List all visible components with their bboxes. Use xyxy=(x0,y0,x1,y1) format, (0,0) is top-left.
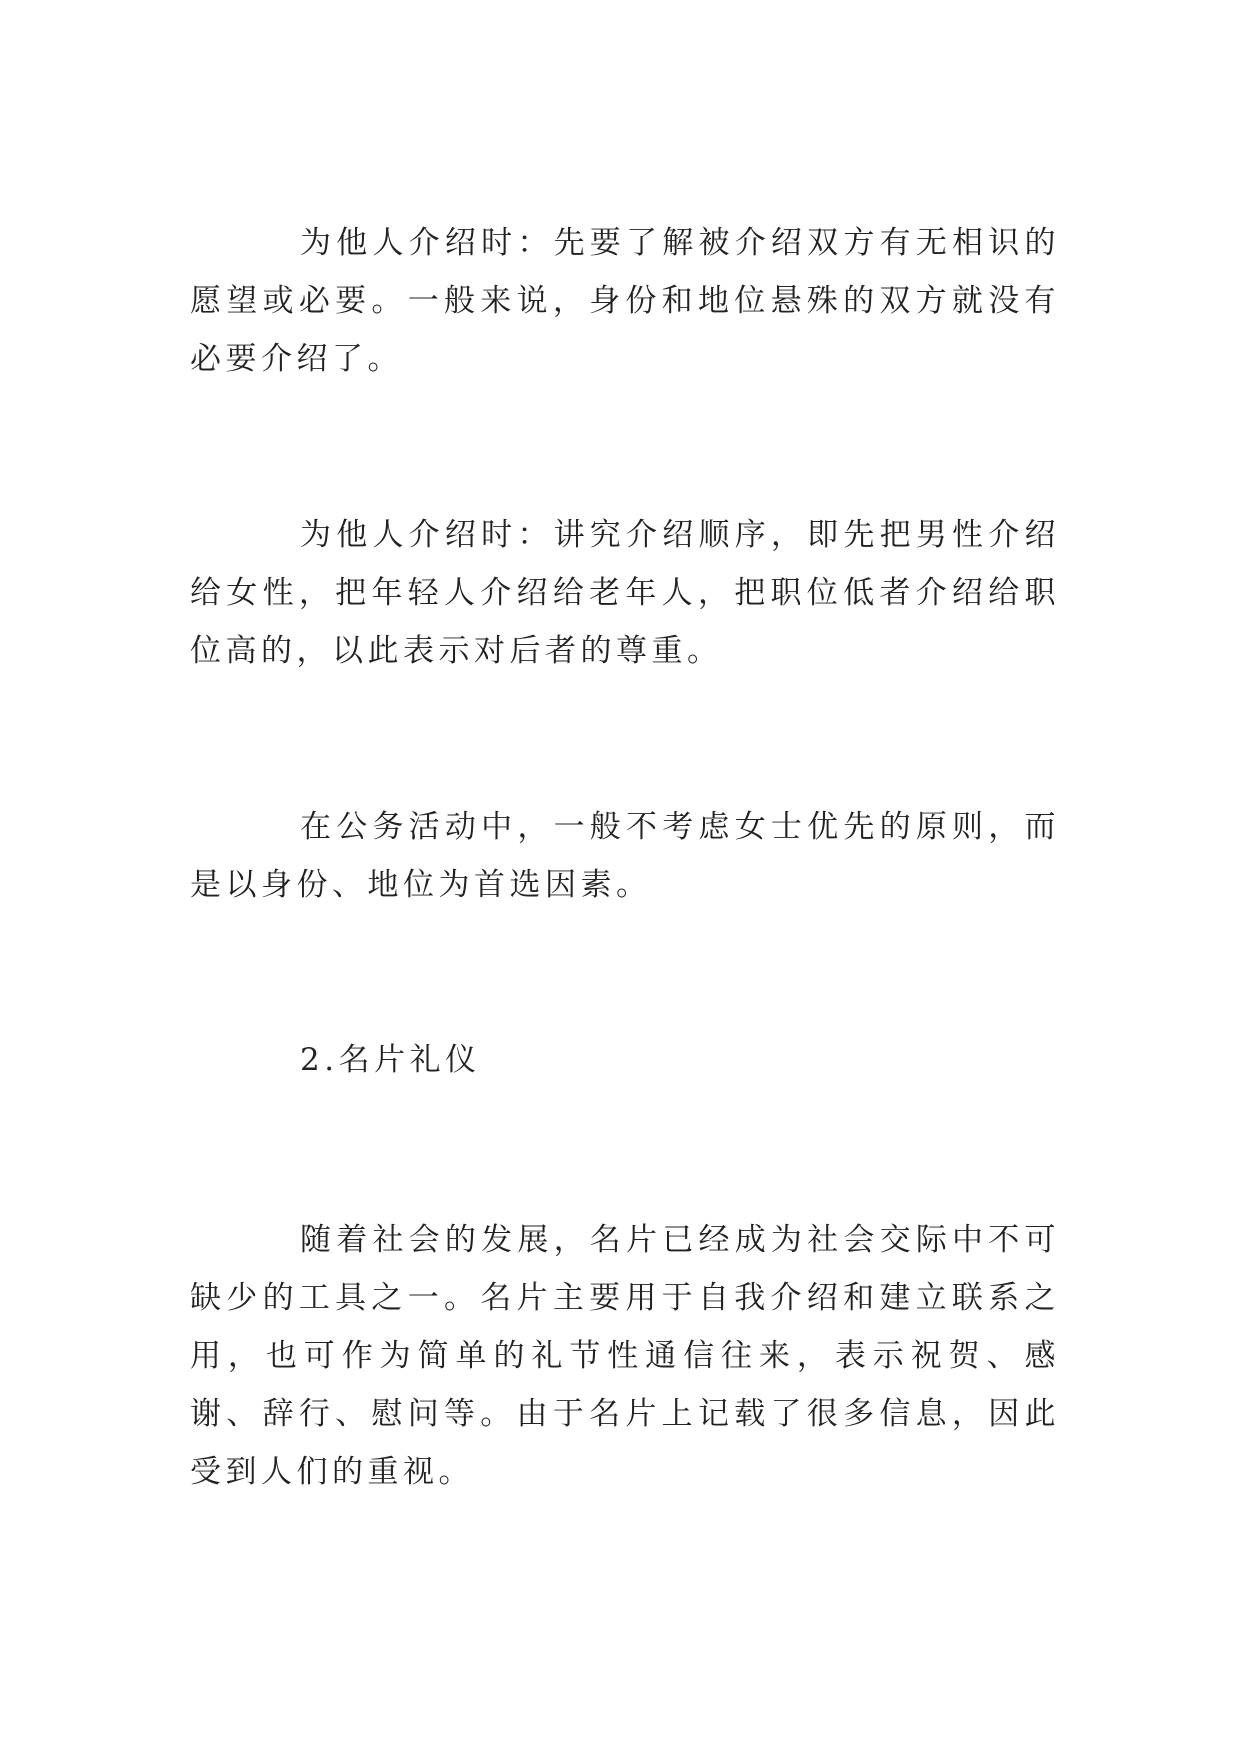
section-heading-business-card-etiquette: 2.名片礼仪 xyxy=(300,1042,481,1078)
paragraph-introduction-order: 为他人介绍时：讲究介绍顺序，即先把男性介绍给女性，把年轻人介绍给老年人，把职位低者介绍给职位高的，以此表示对后者的尊重。 xyxy=(190,517,1060,669)
paragraph-official-activities: 在公务活动中，一般不考虑女士优先的原则，而是以身份、地位为首选因素。 xyxy=(190,809,1060,903)
paragraph-introducing-others-willingness: 为他人介绍时：先要了解被介绍双方有无相识的愿望或必要。一般来说，身份和地位悬殊的双方就没有必要介绍了。 xyxy=(190,225,1060,377)
paragraph-business-cards: 随着社会的发展，名片已经成为社会交际中不可缺少的工具之一。名片主要用于自我介绍和建立联系之用，也可作为简单的礼节性通信往来，表示祝贺、感谢、辞行、慰问等。由于名片上记载了很多信息，因此受到人们的重视。 xyxy=(190,1222,1060,1490)
